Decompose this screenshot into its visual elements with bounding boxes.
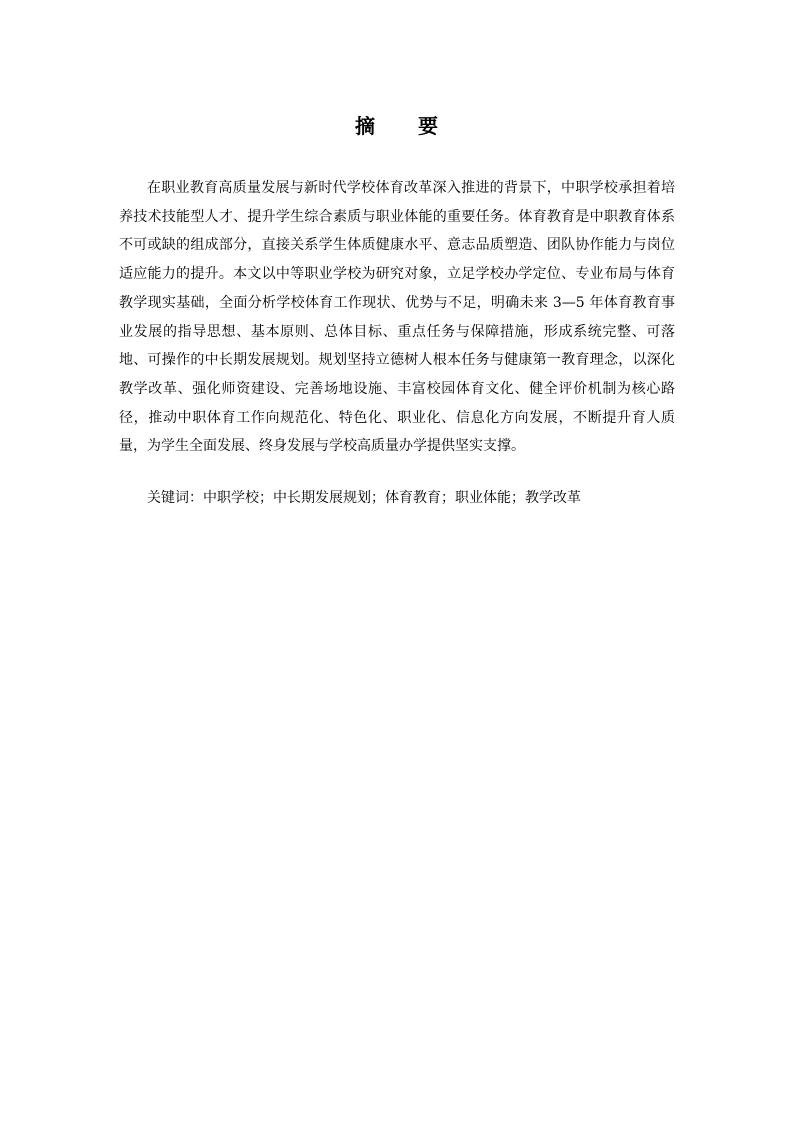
abstract-paragraph: 在职业教育高质量发展与新时代学校体育改革深入推进的背景下，中职学校承担着培养技术技能型人才、提升学生综合素质与职业体能的重要任务。体育教育是中职教育体系不可或缺的组成部分，直接关系学生体质健康水平、意志品质塑造、团队协作能力与岗位适应能力的提升。本文以中等职业学校为研究对象，立足学校办学定位、专业布局与体育教学现实基础，全面分析学校体育工作现状、优势与不足，明确未来 3—5 年体育教育事业发展的指导思想、基本原则、总体目标、重点任务与保障措施，形成系统完整、可落地、可操作的中长期发展规划。规划坚持立德树人根本任务与健康第一教育理念，以深化教学改革、强化师资建设、完善场地设施、丰富校园体育文化、健全评价机制为核心路径，推动中职体育工作向规范化、特色化、职业化、信息化方向发展，不断提升育人质量，为学生全面发展、终身发展与学校高质量办学提供坚实支撑。: [119, 180, 675, 455]
keywords-line: 关键词：中职学校；中长期发展规划；体育教育；职业体能；教学改革: [147, 490, 581, 506]
page-title: 摘 要: [355, 114, 456, 138]
